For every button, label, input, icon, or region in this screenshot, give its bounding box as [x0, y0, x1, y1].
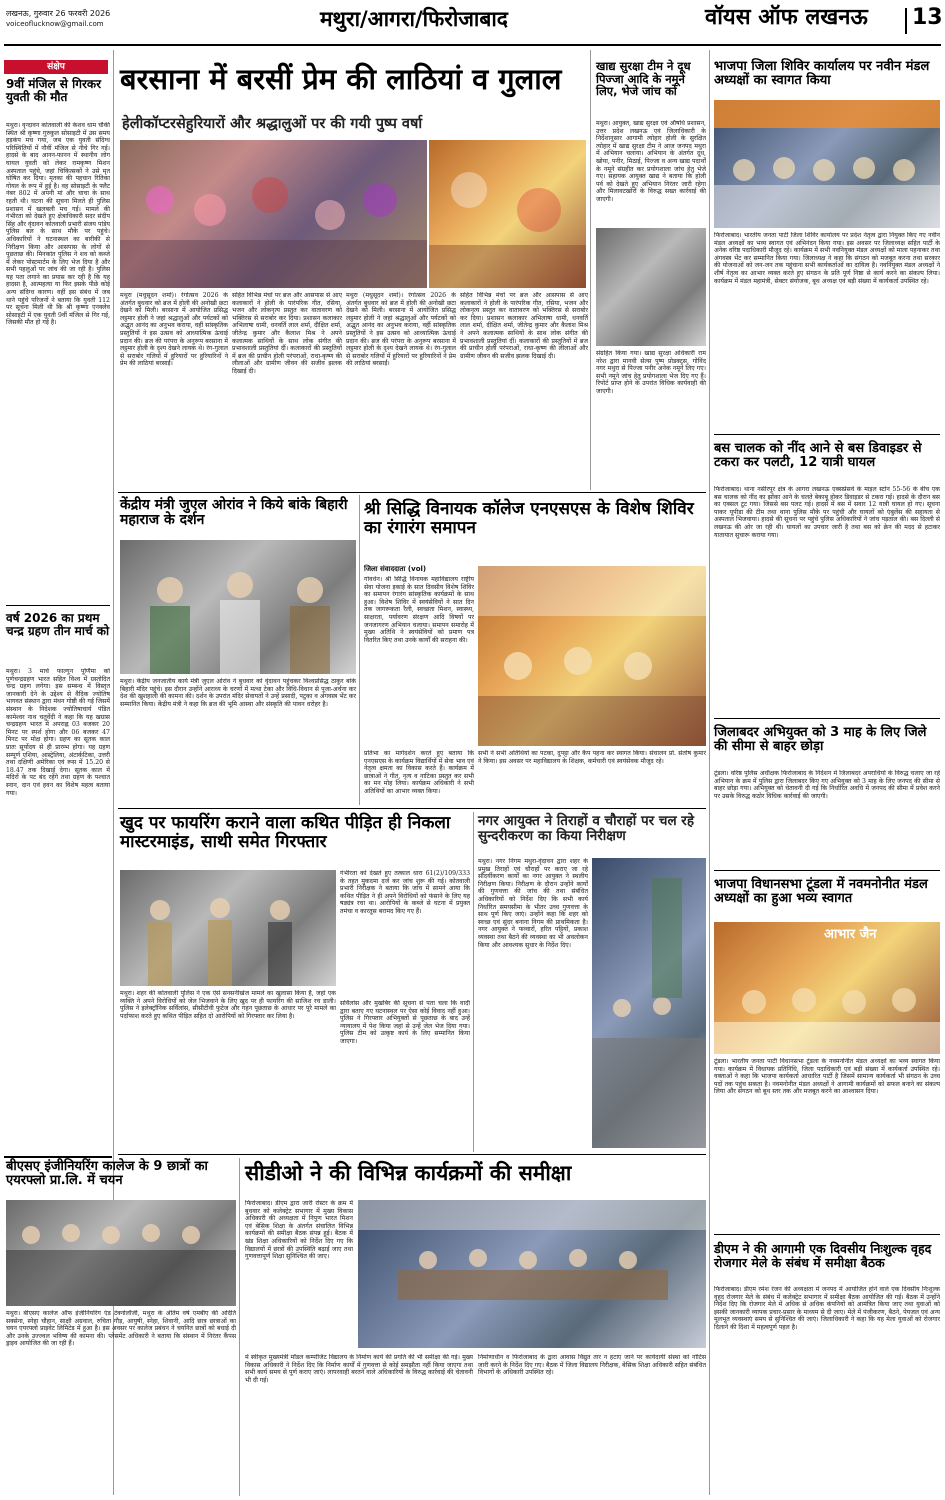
siddhi-body: गोवर्धन। श्री सिद्धि विनायक महाविद्यालय राष्ट्रीय सेवा योजना इकाई के सात दिवसीय विशेष शिविर का समापन रंगारंग सांस्कृतिक कार्यक्रमों के साथ हुआ। विशेष शिविर में स्वयंसेवियों ने सात दिन तक जागरूकता रैली, स्वच्छता मिशन, स्वास्थ्य, साक्षरता, पर्यावरण संरक्षण आदि विषयों पर जनजागरण अभियान चलाया। समापन समारोह में मुख्य अतिथि ने स्वयंसेवियों को प्रमाण पत्र वितरित किए तथा उनके कार्यों की सराहना की। — [364, 576, 474, 644]
bjp-body: फिरोजाबाद। भारतीय जनता पार्टी जिला शिविर कार्यालय पर प्रदेश नेतृत्व द्वारा नियुक्त किए गए नवीन मंडल अध्यक्षों का भव्य स्वागत एवं अभिनंदन किया गया। इस अवसर पर जिलाध्यक्ष सहित पार्टी के अनेक वरिष्ठ पदाधिकारी मौजूद रहे। कार्यक्रम में सभी नवनियुक्त मंडल अध्यक्षों को माला पहनाकर तथा अंगवस्त्र भेंट कर सम्मानित किया गया। जिलाध्यक्ष ने कहा कि संगठन को मजबूत करना तथा सरकार की योजनाओं को जन-जन तक पहुंचाना सभी कार्यकर्ताओं का दायित्व है। नवनियुक्त मंडल अध्यक्षों ने शीर्ष नेतृत्व का आभार व्यक्त करते हुए संगठन के प्रति पूर्ण निष्ठा से कार्य करने का संकल्प लिया। कार्यक्रम में मंडल महामंत्री, सेक्टर संयोजक, बूथ अध्यक्ष एवं बड़ी संख्या में कार्यकर्ता उपस्थित रहे। — [714, 232, 940, 285]
masthead-divider — [905, 8, 907, 34]
siddhi-byline: जिला संवाददाता (vol) — [364, 565, 427, 573]
nagar-body: मथुरा। नगर निगम मथुरा-वृंदावन द्वारा शहर के प्रमुख तिराहों एवं चौराहों पर कराए जा रहे सौंदर्यीकरण कार्यों का नगर आयुक्त ने स्थलीय निरीक्षण किया। निरीक्षण के दौरान उन्होंने कार्यों की गुणवत्ता की जांच की तथा संबंधित अधिकारियों को निर्देश दिए कि सभी कार्य निर्धारित समयसीमा के भीतर उच्च गुणवत्ता के साथ पूर्ण किए जाएं। उन्होंने कहा कि शहर को स्वच्छ एवं सुंदर बनाना निगम की प्राथमिकता है। नगर आयुक्त ने फव्वारों, हरित पट्टियों, प्रकाश व्यवस्था तथा बैठने की व्यवस्था का भी अवलोकन किया और आवश्यक सुधार के निर्देश दिए। — [478, 858, 588, 949]
khadya-body-2: संग्रहित किया गया। खाद्य सुरक्षा अधिकारी राम नरेश द्वारा मानवी सेल्स पुष्प प्रोडक्ट्स, गोविंद नगर मथुरा से पिज्जा पनीर अनेक नमूने लिए गए। सभी नमूने जांच हेतु प्रयोगशाला भेज दिए गए हैं। रिपोर्ट प्राप्त होने के उपरांत विधिक कार्यवाही की जाएगी। — [596, 350, 706, 395]
nagar-inspection-photo — [592, 858, 706, 1148]
cdo-body-3: निर्माणाधीन व फिरोजाबाद के द्वारा आवास विद्युत तार न हटाए जाने पर कार्यदायी संस्था को नोटिस जारी करने के निर्देश दिए गए। बैठक में जिला विद्यालय निरीक्षक, बेसिक शिक्षा अधिकारी सहित संबंधित विभागों के अधिकारी उपस्थित रहे। — [478, 1354, 706, 1377]
site-email: voiceoflucknow@gmail.com — [6, 20, 104, 28]
food-sampling-photo — [596, 228, 706, 346]
column-rule — [473, 812, 474, 1152]
column-rule — [709, 50, 710, 1495]
main-body-right: सहित विभिन्न मंचों पर ब्रज और आसपास से आए कलाकारों ने होली के पारंपरिक गीत, रसिया, भजन और लोकनृत्य प्रस्तुत कर वातावरण को भक्तिरस से सराबोर कर दिया। प्रशासन कलाकार अभिलाषा धामी, धनवर्ति लाल शर्मा, दीक्षित शर्मा, जीतेन्द्र कुमार और कैलाश मिश्र ने अपने कलात्मक साथियों के साथ लोक संगीत की प्रभावशाली प्रस्तुतियां दीं। कलाकारों की प्रस्तुतियों में ब्रज की प्राचीन होली परंपराओं, राधा-कृष्ण की लीलाओं और ग्रामीण जीवन की सजीव झलक दिखाई दी। — [460, 292, 588, 360]
holi-crowd-photo — [120, 140, 427, 288]
divider — [118, 492, 706, 493]
main-subheadline: हेलीकॉप्टरसेहुरियारों और श्रद्धालुओं पर की गयी पुष्प वर्षा — [122, 116, 423, 132]
story-headline: वर्ष 2026 का प्रथम चन्द्र ग्रहण तीन मार्च को — [6, 611, 110, 639]
crowd-illustration — [120, 140, 427, 288]
meeting-illustration — [358, 1200, 706, 1348]
bsa-students-photo — [6, 1200, 236, 1306]
tundla-body: टूंडला। भारतीय जनता पार्टी विधानसभा टूंडला के नवमनोनीत मंडल अध्यक्षों का भव्य स्वागत किया गया। कार्यक्रम में विधायक प्रतिनिधि, जिला पदाधिकारी एवं बड़ी संख्या में कार्यकर्ता उपस्थित रहे। वक्ताओं ने कहा कि भाजपा कार्यकर्ता आधारित पार्टी है जिसमें सामान्य कार्यकर्ता भी संगठन के उच्च पदों तक पहुंच सकता है। नवमनोनीत मंडल अध्यक्षों ने आगामी कार्यक्रमों को सफल बनाने का संकल्प लिया और संगठन को बूथ स्तर तक और मजबूत करने का आश्वासन दिया। — [714, 1058, 940, 1096]
bus-headline: बस चालक को नींद आने से बस डिवाइडर से टकरा कर पलटी, 12 यात्री घायल — [714, 441, 922, 471]
main-headline: बरसाना में बरसीं प्रेम की लाठियां व गुलाल — [120, 62, 562, 96]
bsa-headline: बीएसए इंजीनियरिंग कालेज के 9 छात्रों का एयरफ्लो प्रा.लि. में चयन — [6, 1159, 208, 1189]
dm-headline: डीएम ने की आगामी एक दिवसीय निःशुल्क वृहद रोजगार मेले के संबंध में समीक्षा बैठक — [714, 1241, 932, 1270]
group-illustration — [120, 870, 336, 986]
firing-headline: खुद पर फायरिंग कराने वाला कथित पीड़ित ही निकला मास्टरमाइंड, साथी समेत गिरफ्तार — [120, 813, 451, 852]
firing-body: मथुरा। शहर की कोतवाली पुलिस ने एक ऐसे सनसनीखेज मामले का खुलासा किया है, जहां एक व्यक्ति ने अपने विरोधियों को जेल भिजवाने के लिए खुद पर ही फायरिंग की साजिश रच डाली। पुलिस ने इलेक्ट्रॉनिक सर्विलांस, सीसीटीवी फुटेज और गहन पूछताछ के आधार पर पूरे मामले का पर्दाफाश करते हुए कथित पीड़ित सहित दो आरोपियों को गिरफ्तार कर लिया है। — [120, 990, 336, 1020]
khadya-headline: खाद्य सुरक्षा टीम ने दूध पिज्जा आदि के नमूने लिए, भेजे जांच को — [596, 59, 691, 99]
nss-camp-photo — [478, 566, 706, 746]
stage-illustration — [714, 922, 940, 1054]
divider — [118, 1154, 706, 1155]
firing-body-2: गंभीरता को देखते हुए तत्काल धारा 61(2)/109/333 के तहत मुकदमा दर्ज कर जांच शुरू की गई। कोतवाली प्रभारी निरीक्षक ने बताया कि जांच में सामने आया कि कथित पीड़ित ने ही अपने विरोधियों को फंसाने के लिए यह षड्यंत्र रचा था। आरोपियों के कब्जे से घटना में प्रयुक्त तमंचा व कारतूस बरामद किए गए हैं। — [340, 870, 470, 915]
main-body-col2: सहित विभिन्न मंचों पर ब्रज और आसपास से आए कलाकारों ने होली के पारंपरिक गीत, रसिया, भजन और लोकनृत्य प्रस्तुत कर वातावरण को भक्तिरस से सराबोर कर दिया। प्रशासन कलाकार अभिलाषा धामी, धनवर्ति लाल शर्मा, दीक्षित शर्मा, जीतेन्द्र कुमार और कैलाश मिश्र ने अपने कलात्मक साथियों के साथ लोक संगीत की प्रभावशाली प्रस्तुतियां दीं। कलाकारों की प्रस्तुतियों में ब्रज की प्राचीन होली परंपराओं, राधा-कृष्ण की लीलाओं और ग्रामीण जीवन की सजीव झलक दिखाई दी। — [232, 292, 342, 375]
group-illustration — [714, 100, 940, 228]
main-body-col3: मथुरा (मधुसूदन शर्मा)। रंगोत्सव 2026 के अंतर्गत बुधवार को ब्रज में होली की अनोखी छटा देखने को मिली। बरसाना में आयोजित प्रसिद्ध लट्ठमार होली ने जहां श्रद्धालुओं और पर्यटकों को अद्भुत आनंद का अनुभव कराया, वहीं सांस्कृतिक प्रस्तुतियों ने इस उत्सव को आध्यात्मिक ऊंचाई प्रदान की। ब्रज की परंपरा के अनुरूप बरसाना में लट्ठमार होली के दृश्य देखने लायक थे। रंग-गुलाल से सराबोर गलियों में हुरियारों पर हुरियारिनों ने प्रेम की लाठियां बरसाईं। — [346, 292, 456, 368]
crowd-illustration — [429, 140, 586, 288]
khadya-body: मथुरा। आयुक्त, खाद्य सुरक्षा एवं औषधि प्रशासन, उत्तर प्रदेश लखनऊ एवं जिलाधिकारी के निर्देशानुसार आगामी त्योहार होली के सुरक्षित त्योहार में खाद्य सुरक्षा टीम ने आज जनपद मथुरा में अभियान चलाया। अभियान के अंतर्गत दूध, खोया, पनीर, मिठाई, पिज्जा व अन्य खाद्य पदार्थों के नमूने संग्रहीत कर प्रयोगशाला जांच हेतु भेजे गए। सहायक आयुक्त खाद्य ने बताया कि होली पर्व को देखते हुए अभियान निरंतर जारी रहेगा और मिलावटखोरों के विरुद्ध सख्त कार्रवाई की जाएगी। — [596, 120, 706, 203]
bus-body: फिरोजाबाद। थाना नसीरपुर क्षेत्र के आगरा लखनऊ एक्सप्रेसवे के माइल स्टोन 55-56 के बीच एक बस चालक को नींद का झोंका आने के चलते बेकाबू होकर डिवाइडर से टकरा गई। हादसे के दौरान बस का एक्सल टूट गया। जिससे बस पलट गई। हादसे में बस में सवार 12 यात्री घायल हो गए। सूचना पाकर यूपीडा की टीम तथा थाना पुलिस मौके पर पहुंची और घायलों को एंबुलेंस की सहायता से अस्पताल भिजवाया। हादसे की सूचना पर पहुंचे पुलिस अधिकारियों ने जांच पड़ताल की। बस दिल्ली से लखनऊ की ओर जा रही थी। घायलों का उपचार जारी है तथा बस को क्रेन की मदद से हटाकर यातायात सुचारू कराया गया। — [714, 486, 940, 539]
siddhi-body-2: प्रतिभा का मार्गदर्शन करते हुए बताया कि एनएसएस के कार्यक्रम विद्यार्थियों में सेवा भाव एवं नेतृत्व क्षमता का विकास करते हैं। कार्यक्रम में छात्राओं ने गीत, नृत्य व नाटिका प्रस्तुत कर सभी का मन मोह लिया। कार्यक्रम अधिकारी ने सभी अतिथियों का आभार व्यक्त किया। — [364, 750, 474, 795]
divider — [118, 808, 706, 809]
divider — [714, 1234, 940, 1235]
oraon-visit-photo — [120, 540, 356, 674]
paper-name: वॉयस ऑफ लखनऊ — [705, 5, 868, 30]
bjp-meeting-photo — [714, 100, 940, 228]
oraon-headline: केंद्रीय मंत्री जुएल ओरांव ने किये बांके बिहारी महाराज के दर्शन — [120, 497, 348, 529]
police-press-photo — [120, 870, 336, 986]
divider — [714, 718, 940, 719]
cdo-headline: सीडीओ ने की विभिन्न कार्यक्रमों की समीक्षा — [245, 1161, 572, 1185]
dateline: लखनऊ, गुरुवार 26 फरवरी 2026 — [6, 9, 111, 18]
siddhi-body-3: सभी ने सभी अतिथियों का पटका, दुपट्टा और कैप पहना कर स्वागत किया। संचालन प्रो. संतोष कुमार ने किया। इस अवसर पर महाविद्यालय के शिक्षक, कर्मचारी एवं स्वयंसेवक मौजूद रहे। — [478, 750, 706, 765]
oraon-body: मथुरा। केंद्रीय जनजातीय कार्य मंत्री जुएल ओरांव ने बुधवार को वृंदावन पहुंचकर विश्वप्रसिद्ध ठाकुर बांके बिहारी मंदिर पहुंचे। इस दौरान उन्होंने आराध्य के चरणों में मत्था टेका और विधि-विधान से पूजा-अर्चना कर देश की खुशहाली की कामना की। दर्शन के उपरांत मंदिर सेवायतों ने उन्हें प्रसादी, पटुका व अंगवस्त्र भेंट कर सम्मानित किया। केंद्रीय मंत्री ने कहा कि ब्रज की भूमि आस्था और संस्कृति की पावन धरोहर है। — [120, 678, 356, 708]
nagar-headline: नगर आयुक्त ने तिराहों व चौराहों पर चल रहे सुन्दरीकरण का किया निरीक्षण — [478, 813, 695, 844]
firing-body-3: सर्विलांस और मुखबिर की सूचना से पता चला कि वादी द्वारा बताए गए घटनास्थल पर ऐसा कोई विवाद नहीं हुआ। पुलिस ने गिरफ्तार अभियुक्तों से पूछताछ के बाद उन्हें न्यायालय में पेश किया जहां से उन्हें जेल भेज दिया गया। पुलिस टीम को उत्कृष्ट कार्य के लिए सम्मानित किया जाएगा। — [340, 1000, 470, 1045]
dm-body: फिरोजाबाद। डीएम रमेश रंजन की अध्यक्षता में जनपद में आयोजित होने वाले एक दिवसीय निःशुल्क वृहद रोजगार मेले के संबंध में कलेक्ट्रेट सभागार में समीक्षा बैठक आयोजित की गई। बैठक में उन्होंने निर्देश दिए कि रोजगार मेले में अधिक से अधिक कंपनियों को आमंत्रित किया जाए तथा युवाओं को इसकी जानकारी व्यापक प्रचार-प्रसार के माध्यम से दी जाए। मेले में पंजीकरण, बैठने, पेयजल एवं अन्य मूलभूत व्यवस्थाएं समय से सुनिश्चित की जाएं। जिलाधिकारी ने कहा कि यह मेला युवाओं को रोजगार दिलाने की दिशा में महत्वपूर्ण पहल है। — [714, 1286, 940, 1331]
divider — [6, 605, 110, 606]
left-cover — [4, 1156, 112, 1158]
story-headline: 9वीं मंजिल से गिरकर युवती की मौत — [6, 77, 101, 105]
group-illustration — [478, 566, 706, 746]
cdo-meeting-photo — [358, 1200, 706, 1348]
bsa-body: मथुरा। बीएसए कालेज ऑफ इंजीनियरिंग एंड टेक्नोलॉजी, मथुरा के अंतिम वर्ष एमबीए की अदिति सक्सेना, स्नेहा चौहान, साक्षी अग्रवाल, रुचिता गौड़, आयुषी, स्नेहा, शिवानी, आदि छात्र छात्राओं का चयन एयरफ्लो प्राइवेट लिमिटेड में हुआ है। इस अवसर पर कालेज प्रबंधन ने चयनित छात्रों को बधाई दी और उनके उज्ज्वल भविष्य की कामना की। प्लेसमेंट अधिकारी ने बताया कि संस्थान में निरंतर कैंपस ड्राइव आयोजित की जा रही हैं। — [6, 1310, 236, 1348]
sankshep-label: संक्षेप — [4, 60, 108, 74]
story-body: मथुरा। वृन्दावन कोतवाली की केशव धाम चौकी स्थित श्री कृष्णा गुरुकुल सोसाइटी में उस समय हड़कंप मच गया, जब एक युवती संदिग्ध परिस्थितियों में नौवीं मंजिल से नीचे गिर गई। हादसे के बाद आनन-फानन में स्थानीय लोग घायल युवती को लेकर रामकृष्ण मिशन अस्पताल पहुंचे, जहां चिकित्सकों ने उसे मृत घोषित कर दिया। मृतका की पहचान रितिका गोयल के रूप में हुई है। वह सोसाइटी के फ्लैट नंबर 802 में अपनी मां और चाचा के साथ रहती थी। घटना की सूचना मिलते ही पुलिस प्रशासन में खलबली मच गई। मामले की गंभीरता को देखते हुए क्षेत्राधिकारी सदर संदीप सिंह और वृंदावन कोतवाली प्रभारी संजय पांडेय पुलिस बल के साथ मौके पर पहुंचे। अधिकारियों ने घटनास्थल का बारीकी से निरीक्षण किया और आसपास के लोगों से पूछताछ की। मिनकांत पुलिस ने शव को कब्जे में लेकर पोस्टमार्टम के लिए भेज दिया है और सभी पहलुओं पर जांच की जा रही है। पुलिस यह पता लगाने का प्रयास कर रही है कि यह हादसा है, आत्महत्या या फिर इसके पीछे कोई अन्य संदिग्ध कारण। वहीं इस संबंध में जब थाने पहुंचे परिजनों ने बताया कि युवती 112 पर सूचना मिली थी कि श्री कृष्णा एनक्लेव सोसाइटी में एक युवती 9वीं मंजिल से गिर गई, जिसकी मौत हो गई है। — [6, 122, 110, 327]
zila-body: टूंडला। वरिष्ठ पुलिस अधीक्षक फिरोजाबाद के निर्देशन में जिलाबदर अपराधियों के विरुद्ध चलाए जा रहे अभियान के क्रम में पुलिस द्वारा जिलाबदर किए गए अभियुक्त को 3 माह के लिए जनपद की सीमा से बाहर छोड़ा गया। अभियुक्त को चेतावनी दी गई कि निर्धारित अवधि में जनपद की सीमा में प्रवेश करने पर उसके विरुद्ध कठोर विधिक कार्रवाई की जाएगी। — [714, 770, 940, 800]
bjp-headline: भाजपा जिला शिविर कार्यालय पर नवीन मंडल अध्यक्षों का स्वागत किया — [714, 59, 930, 89]
zila-headline: जिलाबदर अभियुक्त को 3 माह के लिए जिले की सीमा से बाहर छोड़ा — [714, 725, 927, 755]
group-illustration — [6, 1200, 236, 1306]
siddhi-headline: श्री सिद्धि विनायक कॉलेज एनएसएस के विशेष शिविर का रंगारंग समापन — [364, 499, 694, 538]
column-rule — [359, 495, 360, 805]
header-rule — [4, 44, 941, 46]
tundla-headline: भाजपा विधानसभा टूंडला में नवमनोनीत मंडल अध्यक्षों का हुआ भव्य स्वागत — [714, 877, 928, 907]
divider — [714, 870, 940, 871]
group-illustration — [120, 540, 356, 674]
banner-text: आभार जैन — [824, 927, 877, 942]
divider — [714, 434, 940, 435]
page-number: 13 — [912, 5, 943, 30]
column-rule — [590, 50, 591, 490]
section-title: मथुरा/आगरा/फिरोजाबाद — [320, 7, 508, 31]
masthead — [0, 0, 945, 46]
tundla-stage-photo — [714, 922, 940, 1054]
main-body-col1: मथुरा (मधुसूदन शर्मा)। रंगोत्सव 2026 के अंतर्गत बुधवार को ब्रज में होली की अनोखी छटा देखने को मिली। बरसाना में आयोजित प्रसिद्ध लट्ठमार होली ने जहां श्रद्धालुओं और पर्यटकों को अद्भुत आनंद का अनुभव कराया, वहीं सांस्कृतिक प्रस्तुतियों ने इस उत्सव को आध्यात्मिक ऊंचाई प्रदान की। ब्रज की परंपरा के अनुरूप बरसाना में लट्ठमार होली के दृश्य देखने लायक थे। रंग-गुलाल से सराबोर गलियों में हुरियारों पर हुरियारिनों ने प्रेम की लाठियां बरसाईं। — [120, 292, 228, 368]
column-rule — [239, 1158, 240, 1496]
story-body: मथुरा। 3 मार्च फाल्गुन पूर्णिमा को पूर्णचन्द्रग्रहण भारत सहित विश्व में ग्रस्तोदित चन्द्र ग्रहण लगेगा। इस सम्बन्ध में विस्तृत जानकारी देने के उद्देश्य से वैदिक ज्योतिष भागवत संस्थान द्वारा मंथन गोष्ठी की गई जिसमें संस्थान के निदेशक ज्योतिषाचार्य पंडित कामेश्वर नाथ चतुर्वेदी ने कहा कि यह खग्रास चन्द्रग्रहण भारत में अपराह्न 03 बजकर 20 मिनट पर स्पर्श होगा और 06 बजकर 47 मिनट पर मोक्ष होगा। ग्रहण का सूतक काल प्रातः सूर्योदय से ही प्रारम्भ होगा। यह ग्रहण सम्पूर्ण एशिया, आस्ट्रेलिया, अंटार्कटिका, उत्तरी तथा दक्षिणी अमेरिका एवं रूस में 15.20 से 18.47 तक दिखाई देगा। सूतक काल में मंदिरों के पट बंद रहेंगे तथा ग्रहण के पश्चात स्नान, दान एवं हवन का विशेष महत्व बताया गया। — [6, 668, 110, 797]
cdo-body-2: में स्वीकृत मुख्यमंत्री मॉडल कम्पोजिट विद्यालय के निर्माण कार्य की प्रगति की भी समीक्षा की गई। मुख्य विकास अधिकारी ने निर्देश दिए कि निर्माण कार्यों में गुणवत्ता से कोई समझौता नहीं किया जाएगा तथा सभी कार्य समय से पूर्ण कराए जाएं। लापरवाही बरतने वाले अधिकारियों के विरुद्ध कार्रवाई की चेतावनी भी दी गई। — [245, 1354, 473, 1384]
cdo-body: फिरोजाबाद। डीएम द्वारा जारी रोस्टर के क्रम में बुधवार को कलेक्ट्रेट सभागार में मुख्य विकास अधिकारी की अध्यक्षता में निपुण भारत मिशन एवं बेसिक शिक्षा के अंतर्गत संचालित विभिन्न कार्यक्रमों की समीक्षा बैठक संपन्न हुई। बैठक में खंड शिक्षा अधिकारियों को निर्देश दिए गए कि विद्यालयों में छात्रों की उपस्थिति बढ़ाई जाए तथा गुणवत्तापूर्ण शिक्षा सुनिश्चित की जाए। — [245, 1200, 353, 1261]
street-illustration — [592, 858, 706, 1148]
holi-lathmar-photo — [429, 140, 586, 288]
